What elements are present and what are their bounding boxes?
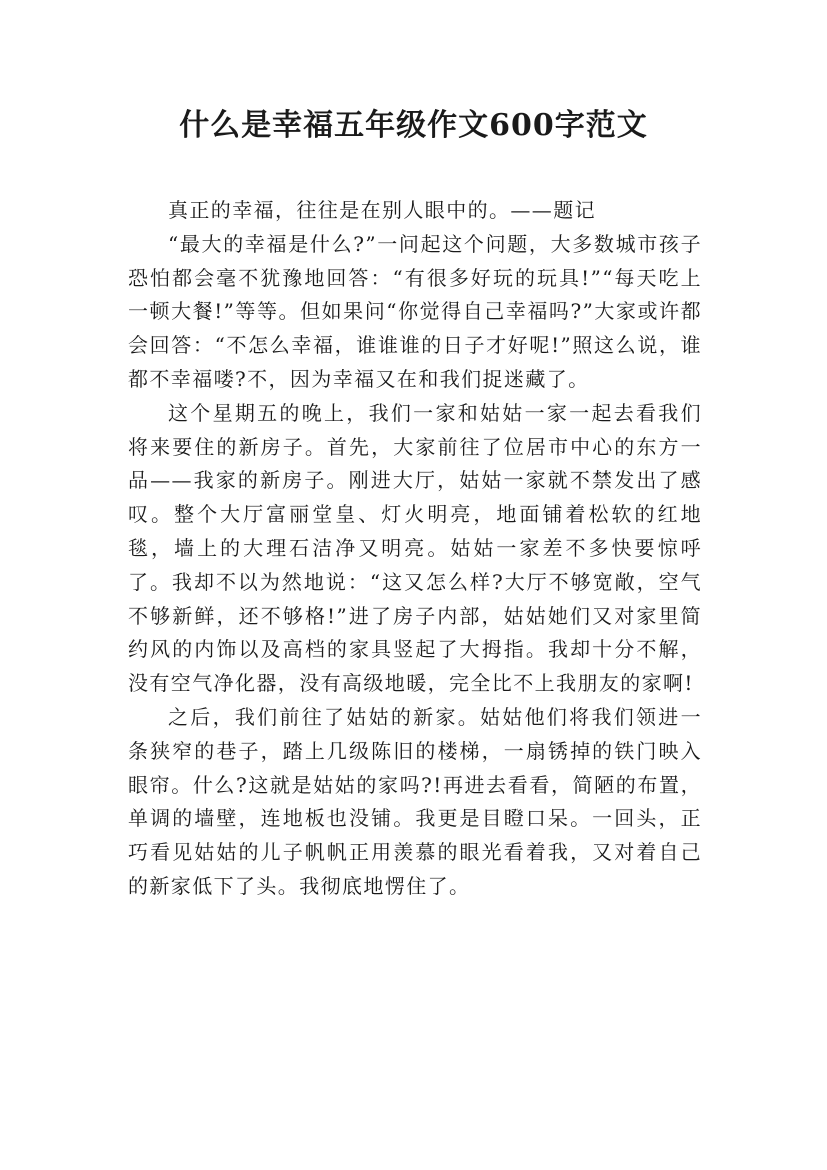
document-title: 什么是幸福五年级作文600字范文 xyxy=(179,108,648,143)
paragraph-epigraph: 真正的幸福，往往是在别人眼中的。——题记 xyxy=(168,198,596,222)
paragraph-3: 之后，我们前往了姑姑的新家。姑姑他们将我们领进一条狭窄的巷子，踏上几级陈旧的楼梯，一扇锈掉的铁门映入眼帘。什么?这就是姑姑的家吗?!再进去看看，简陋的布置，单调的墙壁，连地板也没铺。我更是目瞪口呆。一回头，正巧看见姑姑的儿子帆帆正用羡慕的眼光看着我，又对着自己的新家低下了头。我彻底地愣住了。 xyxy=(128,704,702,898)
document-body xyxy=(128,194,702,904)
paragraph-2: 这个星期五的晚上，我们一家和姑姑一家一起去看我们将来要住的新房子。首先，大家前往了位居市中心的东方一品——我家的新房子。刚进大厅，姑姑一家就不禁发出了感叹。整个大厅富丽堂皇、灯火明亮，地面铺着松软的红地毯，墙上的大理石洁净又明亮。姑姑一家差不多快要惊呼了。我却不以为然地说：“这又怎么样?大厅不够宽敞，空气不够新鲜，还不够格!”进了房子内部，姑姑她们又对家里简约风的内饰以及高档的家具竖起了大拇指。我却十分不解，没有空气净化器，没有高级地暖，完全比不上我朋友的家啊! xyxy=(128,400,702,696)
paragraph-1: “最大的幸福是什么?”一问起这个问题，大多数城市孩子恐怕都会毫不犹豫地回答：“有很多好玩的玩具!”“每天吃上一顿大餐!”等等。但如果问“你觉得自己幸福吗?”大家或许都会回答：“不怎么幸福，谁谁谁的日子才好呢!”照这么说，谁都不幸福喽?不，因为幸福又在和我们捉迷藏了。 xyxy=(128,231,702,391)
